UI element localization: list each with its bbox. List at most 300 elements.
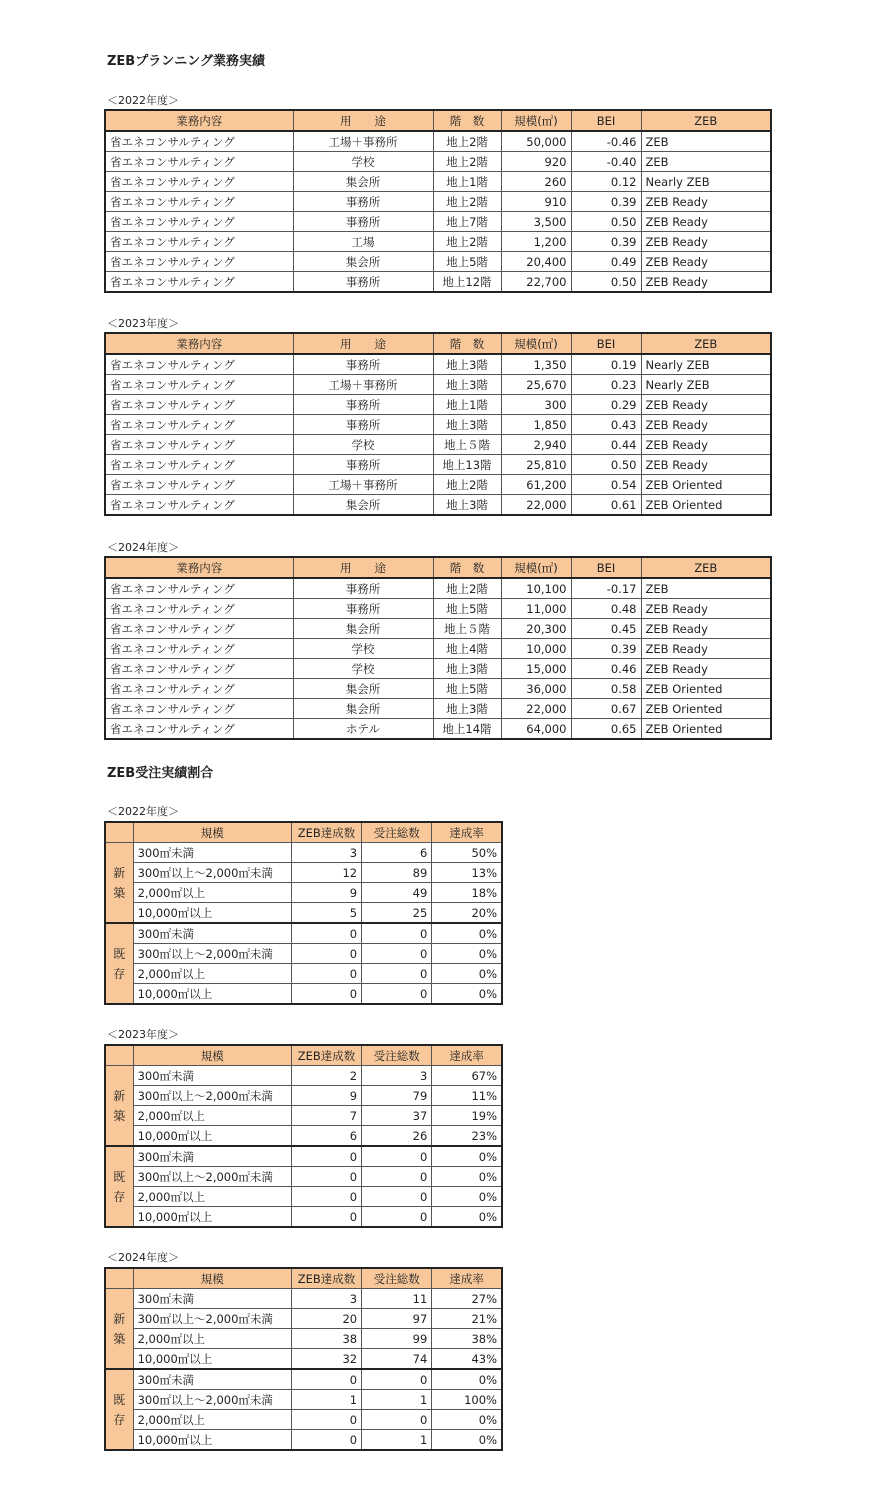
ratio-table-2024 (104, 1267, 503, 1451)
column-header: 階 数 (433, 110, 501, 131)
table-row (105, 699, 771, 719)
table-row (105, 252, 771, 272)
table-cell: 地上7階 (433, 212, 501, 232)
table-cell: 地上4階 (433, 639, 501, 659)
table-cell: 地上13階 (433, 455, 501, 475)
table-cell: 地上2階 (433, 232, 501, 252)
table-cell: 1,850 (501, 415, 571, 435)
table-cell: 地上5階 (433, 252, 501, 272)
table-row (105, 131, 771, 152)
table-row (105, 1430, 502, 1451)
table-cell: 事務所 (293, 599, 433, 619)
table-cell: 10,000 (501, 639, 571, 659)
table-cell: 64,000 (501, 719, 571, 740)
table-cell: 97 (362, 1309, 432, 1329)
table-cell: 0.49 (571, 252, 641, 272)
table-cell: 集会所 (293, 495, 433, 516)
header-row (105, 1268, 502, 1289)
table-row (105, 192, 771, 212)
table-row (105, 1207, 502, 1228)
table-cell: 省エネコンサルティング (105, 455, 293, 475)
table-cell: 6 (291, 1126, 361, 1147)
table-cell: 89 (362, 863, 432, 883)
table-cell: 0 (291, 1410, 361, 1430)
table-cell: ZEB Ready (641, 435, 771, 455)
table-cell: 0 (291, 1146, 361, 1167)
table-cell: 10,000㎡以上 (133, 903, 291, 924)
table-cell: ZEB Oriented (641, 679, 771, 699)
table-cell: Nearly ZEB (641, 375, 771, 395)
table-cell: 0 (291, 923, 361, 944)
table-cell: 工場＋事務所 (293, 375, 433, 395)
table-cell: ZEB Ready (641, 415, 771, 435)
table-cell: 300㎡以上～2,000㎡未満 (133, 1390, 291, 1410)
table-cell: 12 (291, 863, 361, 883)
table-row (105, 435, 771, 455)
table-cell: 2,000㎡以上 (133, 964, 291, 984)
table-cell: 20,400 (501, 252, 571, 272)
table-cell: 地上5階 (433, 679, 501, 699)
table-cell: 300㎡未満 (133, 1289, 291, 1309)
table-cell: 省エネコンサルティング (105, 599, 293, 619)
header-row (105, 557, 771, 578)
table-cell: 地上3階 (433, 354, 501, 375)
table-cell: 省エネコンサルティング (105, 495, 293, 516)
project-table-2023 (104, 332, 772, 516)
table-cell: 19% (432, 1106, 502, 1126)
table-cell: 61,200 (501, 475, 571, 495)
table-cell: 地上14階 (433, 719, 501, 740)
table-cell: 省エネコンサルティング (105, 395, 293, 415)
table-cell: 37 (362, 1106, 432, 1126)
table-cell: ZEB (641, 578, 771, 599)
table-cell: 省エネコンサルティング (105, 152, 293, 172)
group-label-new (105, 843, 133, 924)
group-label-char: 新 (113, 1311, 126, 1326)
table-cell: 9 (291, 1086, 361, 1106)
table-cell: 43% (432, 1349, 502, 1370)
column-header: ZEB達成数 (291, 822, 361, 843)
table-cell: 300㎡以上～2,000㎡未満 (133, 1309, 291, 1329)
table-cell: 21% (432, 1309, 502, 1329)
table-cell: -0.40 (571, 152, 641, 172)
column-header: 規模(㎡) (501, 557, 571, 578)
table-cell: 学校 (293, 435, 433, 455)
table-cell: 事務所 (293, 272, 433, 293)
table-cell: 0.58 (571, 679, 641, 699)
table-row (105, 1126, 502, 1147)
column-header: 受注総数 (362, 822, 432, 843)
table-cell: 910 (501, 192, 571, 212)
table-cell: 省エネコンサルティング (105, 212, 293, 232)
table-cell: 0.50 (571, 212, 641, 232)
table-cell: ZEB Ready (641, 212, 771, 232)
table-cell: 300㎡以上～2,000㎡未満 (133, 1086, 291, 1106)
table-row (105, 883, 502, 903)
table-cell: 集会所 (293, 699, 433, 719)
table-row (105, 272, 771, 293)
group-label-existing (105, 1369, 133, 1450)
table-row (105, 172, 771, 192)
column-header: ZEB (641, 110, 771, 131)
table-cell: 3,500 (501, 212, 571, 232)
table-cell: ZEB Ready (641, 619, 771, 639)
group-label-char: 新 (113, 865, 126, 880)
project-table-2024 (104, 556, 772, 740)
table-cell: ZEB Ready (641, 455, 771, 475)
table-cell: Nearly ZEB (641, 172, 771, 192)
group-label-char: 存 (113, 966, 126, 981)
table-cell: 20% (432, 903, 502, 924)
table-cell: 20,300 (501, 619, 571, 639)
table-cell: 3 (362, 1066, 432, 1086)
table-cell: 省エネコンサルティング (105, 252, 293, 272)
table-cell: ZEB (641, 131, 771, 152)
table-cell: 0.54 (571, 475, 641, 495)
table-cell: 22,700 (501, 272, 571, 293)
table-cell: 0% (432, 984, 502, 1005)
table-cell: 0 (291, 1187, 361, 1207)
table-cell: 300㎡未満 (133, 1146, 291, 1167)
table-cell: 2,000㎡以上 (133, 1329, 291, 1349)
column-header: 規模 (133, 822, 291, 843)
section-title-planning: ZEBプランニング業務実績 (107, 54, 265, 69)
table-cell: 0 (291, 984, 361, 1005)
table-row (105, 964, 502, 984)
header-row (105, 1045, 502, 1066)
column-header: ZEB達成数 (291, 1045, 361, 1066)
table-cell: 100% (432, 1390, 502, 1410)
table-row (105, 415, 771, 435)
group-label-existing (105, 923, 133, 1004)
table-cell: 省エネコンサルティング (105, 619, 293, 639)
column-header: ZEB (641, 557, 771, 578)
table-cell: 0.46 (571, 659, 641, 679)
table-cell: 学校 (293, 659, 433, 679)
table-cell: ZEB Ready (641, 395, 771, 415)
table-cell: 0% (432, 1207, 502, 1228)
table-cell: 13% (432, 863, 502, 883)
column-header: 業務内容 (105, 333, 293, 354)
table-cell: 1 (291, 1390, 361, 1410)
table-cell: 0 (362, 1187, 432, 1207)
table-cell: 事務所 (293, 192, 433, 212)
table-cell: 300㎡未満 (133, 923, 291, 944)
table-cell: 0 (362, 1410, 432, 1430)
table-row (105, 1167, 502, 1187)
table-cell: 38 (291, 1329, 361, 1349)
table-cell: Nearly ZEB (641, 354, 771, 375)
table-cell: 地上2階 (433, 131, 501, 152)
table-cell: 0% (432, 1146, 502, 1167)
table-row (105, 212, 771, 232)
table-row (105, 619, 771, 639)
table-cell: 79 (362, 1086, 432, 1106)
table-row (105, 1289, 502, 1309)
table-cell: 11,000 (501, 599, 571, 619)
table-cell: 300㎡未満 (133, 1066, 291, 1086)
table-row (105, 495, 771, 516)
corner-cell (105, 822, 133, 843)
table-cell: 地上2階 (433, 578, 501, 599)
table-cell: 事務所 (293, 415, 433, 435)
table-cell: 0.23 (571, 375, 641, 395)
table-row (105, 1349, 502, 1370)
table-cell: 23% (432, 1126, 502, 1147)
corner-cell (105, 1268, 133, 1289)
column-header: 達成率 (432, 1268, 502, 1289)
header-row (105, 333, 771, 354)
group-label-char: 新 (113, 1088, 126, 1103)
table-cell: ZEB Ready (641, 272, 771, 293)
table-cell: 地上2階 (433, 152, 501, 172)
year-label-2024: ＜2024年度＞ (107, 541, 179, 554)
table-cell: 工場 (293, 232, 433, 252)
group-label-char: 築 (113, 1108, 126, 1123)
table-cell: ホテル (293, 719, 433, 740)
table-cell: 省エネコンサルティング (105, 272, 293, 293)
table-cell: -0.17 (571, 578, 641, 599)
table-row (105, 1086, 502, 1106)
column-header: BEI (571, 333, 641, 354)
table-cell: 0.50 (571, 272, 641, 293)
table-cell: 0% (432, 1410, 502, 1430)
table-cell: 地上1階 (433, 395, 501, 415)
table-cell: 事務所 (293, 354, 433, 375)
table-cell: 事務所 (293, 212, 433, 232)
table-cell: 0.45 (571, 619, 641, 639)
table-cell: 0% (432, 964, 502, 984)
table-cell: ZEB Oriented (641, 475, 771, 495)
table-cell: 300㎡未満 (133, 843, 291, 863)
group-label-char: 既 (113, 1392, 126, 1407)
table-cell: 地上3階 (433, 495, 501, 516)
column-header: BEI (571, 557, 641, 578)
table-cell: 6 (362, 843, 432, 863)
table-row (105, 923, 502, 944)
table-cell: 集会所 (293, 619, 433, 639)
table-cell: 10,000㎡以上 (133, 984, 291, 1005)
table-cell: 0.19 (571, 354, 641, 375)
table-row (105, 863, 502, 883)
table-cell: 50% (432, 843, 502, 863)
section-title-ratio: ZEB受注実績割合 (107, 766, 214, 781)
table-cell: 49 (362, 883, 432, 903)
table-cell: ZEB Oriented (641, 495, 771, 516)
ratio-year-label-2024: ＜2024年度＞ (107, 1251, 179, 1264)
table-cell: 地上3階 (433, 659, 501, 679)
ratio-year-label-2023: ＜2023年度＞ (107, 1028, 179, 1041)
table-cell: 50,000 (501, 131, 571, 152)
table-row (105, 639, 771, 659)
table-row (105, 1369, 502, 1390)
table-cell: 0 (362, 984, 432, 1005)
table-cell: 0.12 (571, 172, 641, 192)
table-cell: 18% (432, 883, 502, 903)
table-cell: 11% (432, 1086, 502, 1106)
column-header: 階 数 (433, 333, 501, 354)
table-cell: 3 (291, 1289, 361, 1309)
table-cell: ZEB (641, 152, 771, 172)
table-cell: 0 (291, 1430, 361, 1451)
table-cell: 25,670 (501, 375, 571, 395)
table-row (105, 475, 771, 495)
table-cell: 省エネコンサルティング (105, 131, 293, 152)
table-row (105, 903, 502, 924)
table-cell: 300㎡以上～2,000㎡未満 (133, 1167, 291, 1187)
table-cell: 地上2階 (433, 475, 501, 495)
table-cell: 省エネコンサルティング (105, 679, 293, 699)
table-row (105, 1187, 502, 1207)
table-cell: 25,810 (501, 455, 571, 475)
table-row (105, 1390, 502, 1410)
column-header: 業務内容 (105, 557, 293, 578)
column-header: ZEB (641, 333, 771, 354)
year-label-2023: ＜2023年度＞ (107, 317, 179, 330)
table-cell: 省エネコンサルティング (105, 354, 293, 375)
table-cell: ZEB Ready (641, 599, 771, 619)
table-cell: 1 (362, 1430, 432, 1451)
table-row (105, 599, 771, 619)
table-cell: 省エネコンサルティング (105, 435, 293, 455)
group-label-existing (105, 1146, 133, 1227)
column-header: 達成率 (432, 1045, 502, 1066)
column-header: 業務内容 (105, 110, 293, 131)
table-cell: 省エネコンサルティング (105, 375, 293, 395)
table-cell: 10,100 (501, 578, 571, 599)
table-cell: 0 (362, 964, 432, 984)
table-cell: 0 (291, 964, 361, 984)
table-cell: 事務所 (293, 578, 433, 599)
column-header: 受注総数 (362, 1045, 432, 1066)
year-label-2022: ＜2022年度＞ (107, 94, 179, 107)
table-cell: 0.29 (571, 395, 641, 415)
table-row (105, 659, 771, 679)
table-cell: 36,000 (501, 679, 571, 699)
table-cell: -0.46 (571, 131, 641, 152)
table-row (105, 1329, 502, 1349)
table-cell: 74 (362, 1349, 432, 1370)
table-cell: 0.50 (571, 455, 641, 475)
table-cell: 0.48 (571, 599, 641, 619)
table-cell: 0% (432, 1187, 502, 1207)
group-label-char: 築 (113, 1331, 126, 1346)
project-table-2022 (104, 109, 772, 293)
table-cell: 0 (362, 944, 432, 964)
table-cell: 10,000㎡以上 (133, 1430, 291, 1451)
table-row (105, 843, 502, 863)
table-row (105, 1309, 502, 1329)
column-header: 用 途 (293, 557, 433, 578)
table-cell: 2 (291, 1066, 361, 1086)
table-cell: ZEB Ready (641, 252, 771, 272)
table-cell: 事務所 (293, 455, 433, 475)
column-header: ZEB達成数 (291, 1268, 361, 1289)
table-cell: 工場＋事務所 (293, 131, 433, 152)
table-cell: 1 (362, 1390, 432, 1410)
table-cell: 地上５階 (433, 435, 501, 455)
table-cell: 0% (432, 1167, 502, 1187)
column-header: 用 途 (293, 333, 433, 354)
table-cell: 0 (291, 1167, 361, 1187)
table-cell: 0 (362, 1369, 432, 1390)
table-cell: 0% (432, 944, 502, 964)
table-cell: 集会所 (293, 172, 433, 192)
table-cell: 0 (291, 944, 361, 964)
group-label-char: 既 (113, 946, 126, 961)
table-cell: 920 (501, 152, 571, 172)
table-cell: 0.39 (571, 232, 641, 252)
column-header: 達成率 (432, 822, 502, 843)
group-label-char: 築 (113, 885, 126, 900)
table-cell: ZEB Ready (641, 639, 771, 659)
table-row (105, 578, 771, 599)
table-cell: 300 (501, 395, 571, 415)
table-cell: 10,000㎡以上 (133, 1126, 291, 1147)
table-cell: 0 (362, 923, 432, 944)
table-cell: 省エネコンサルティング (105, 639, 293, 659)
column-header: 規模 (133, 1045, 291, 1066)
table-cell: 32 (291, 1349, 361, 1370)
table-row (105, 375, 771, 395)
column-header: 規模(㎡) (501, 110, 571, 131)
corner-cell (105, 1045, 133, 1066)
table-cell: 0.65 (571, 719, 641, 740)
column-header: 用 途 (293, 110, 433, 131)
table-cell: 学校 (293, 639, 433, 659)
column-header: 規模(㎡) (501, 333, 571, 354)
table-cell: 省エネコンサルティング (105, 699, 293, 719)
table-cell: 地上5階 (433, 599, 501, 619)
table-cell: 260 (501, 172, 571, 192)
table-cell: 地上3階 (433, 699, 501, 719)
table-cell: 11 (362, 1289, 432, 1309)
table-cell: 25 (362, 903, 432, 924)
table-row (105, 354, 771, 375)
table-row (105, 944, 502, 964)
table-row (105, 395, 771, 415)
table-cell: 0.39 (571, 192, 641, 212)
table-cell: 地上3階 (433, 375, 501, 395)
table-cell: 67% (432, 1066, 502, 1086)
group-label-char: 存 (113, 1189, 126, 1204)
table-cell: 300㎡未満 (133, 1369, 291, 1390)
table-cell: 27% (432, 1289, 502, 1309)
table-cell: ZEB Ready (641, 659, 771, 679)
table-cell: 0.39 (571, 639, 641, 659)
table-cell: 22,000 (501, 495, 571, 516)
group-label-char: 既 (113, 1169, 126, 1184)
table-cell: 0% (432, 923, 502, 944)
table-cell: 2,000㎡以上 (133, 883, 291, 903)
table-cell: 地上1階 (433, 172, 501, 192)
table-row (105, 1410, 502, 1430)
table-cell: 10,000㎡以上 (133, 1207, 291, 1228)
table-cell: 集会所 (293, 679, 433, 699)
table-cell: 15,000 (501, 659, 571, 679)
table-cell: 0 (291, 1369, 361, 1390)
column-header: 階 数 (433, 557, 501, 578)
table-row (105, 152, 771, 172)
table-cell: 0 (291, 1207, 361, 1228)
ratio-year-label-2022: ＜2022年度＞ (107, 805, 179, 818)
table-cell: 省エネコンサルティング (105, 192, 293, 212)
table-cell: 省エネコンサルティング (105, 415, 293, 435)
table-cell: 省エネコンサルティング (105, 578, 293, 599)
table-cell: 1,200 (501, 232, 571, 252)
table-row (105, 1146, 502, 1167)
table-cell: 0 (362, 1146, 432, 1167)
